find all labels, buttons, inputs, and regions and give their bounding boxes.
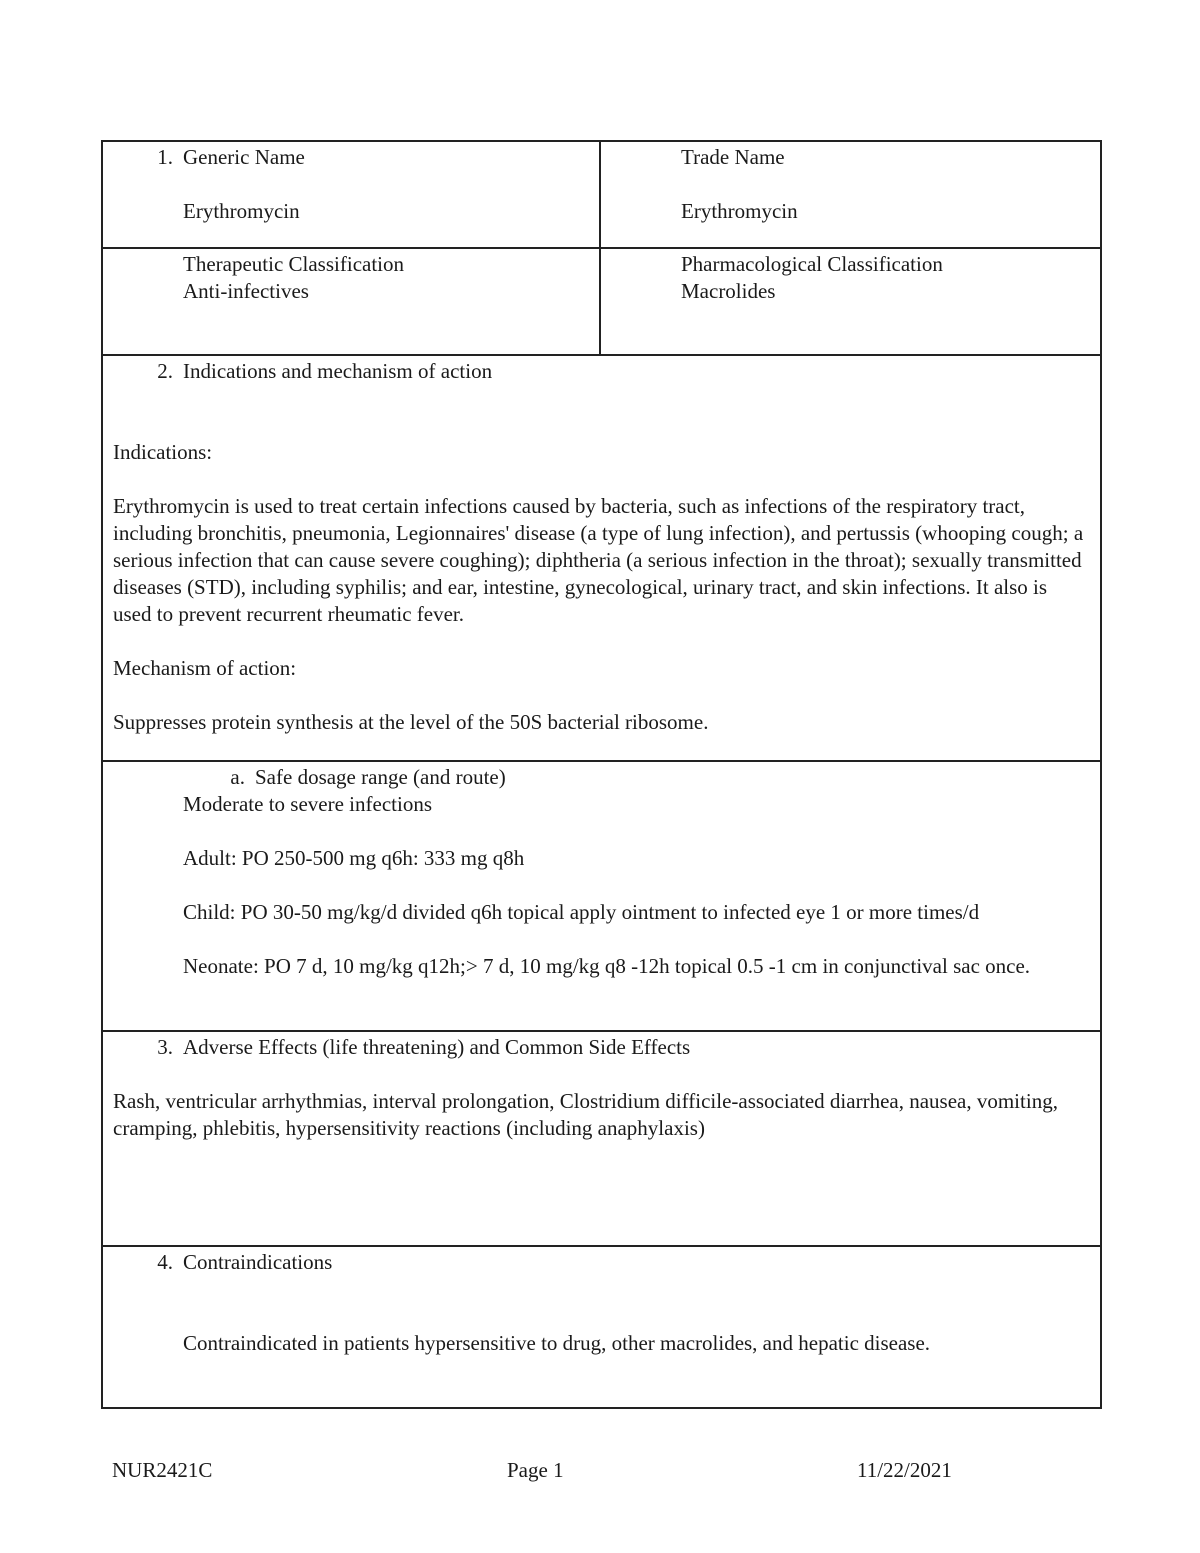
- therapeutic-classification-cell: [102, 248, 600, 355]
- trade-name-label: Trade Name: [681, 145, 785, 169]
- dosage-section: [102, 761, 1101, 1031]
- page-footer: [0, 1457, 1200, 1484]
- generic-name-cell: [102, 141, 600, 248]
- generic-name-label: Generic Name: [183, 145, 305, 169]
- contraindications-heading: Contraindications: [183, 1250, 333, 1274]
- adverse-effects-text: Rash, ventricular arrhythmias, interval prolongation, Clostridium difficile-associated diarrhea, nausea, vomiting, cramping, phlebitis, hypersensitivity reactions (including anaphylaxis): [113, 1089, 1058, 1140]
- dosage-adult: Adult: PO 250-500 mg q6h: 333 mg q8h: [183, 846, 525, 870]
- mechanism-label: Mechanism of action:: [113, 656, 297, 680]
- section-number: 3.: [157, 1035, 173, 1059]
- therapeutic-classification-value: Anti-infectives: [183, 279, 309, 303]
- dosage-neonate: Neonate: PO 7 d, 10 mg/kg q12h;> 7 d, 10 mg/kg q8 -12h topical 0.5 -1 cm in conjunctival sac once.: [183, 954, 1031, 978]
- footer-date: 11/22/2021: [857, 1458, 952, 1482]
- mechanism-text: Suppresses protein synthesis at the level of the 50S bacterial ribosome.: [113, 710, 709, 734]
- pharmacological-classification-cell: [600, 248, 1101, 355]
- pharmacological-classification-label: Pharmacological Classification: [681, 252, 943, 276]
- trade-name-cell: [600, 141, 1101, 248]
- therapeutic-classification-label: Therapeutic Classification: [183, 252, 405, 276]
- drug-card-table: [101, 140, 1102, 1409]
- dosage-letter: a.: [230, 765, 245, 789]
- trade-name-value: Erythromycin: [681, 199, 798, 223]
- contraindications-section: [102, 1246, 1101, 1408]
- footer-page-number: Page 1: [507, 1458, 564, 1482]
- pharmacological-classification-value: Macrolides: [681, 279, 776, 303]
- generic-name-value: Erythromycin: [183, 199, 300, 223]
- adverse-effects-heading: Adverse Effects (life threatening) and Common Side Effects: [183, 1035, 691, 1059]
- indications-section: [102, 355, 1101, 761]
- section-number: 4.: [157, 1250, 173, 1274]
- dosage-line-moderate: Moderate to severe infections: [183, 792, 432, 816]
- footer-course-code: NUR2421C: [112, 1458, 213, 1482]
- indications-text: Erythromycin is used to treat certain infections caused by bacteria, such as infections of the respiratory tract, including bronchitis, pneumonia, Legionnaires' disease (a type of lung infection), and pertussis (whooping cough; a serious infection that can cause severe coughing); diphtheria (a serious infection in the throat); sexually transmitted diseases (STD), including syphilis; and ear, intestine, gynecological, urinary tract, and skin infections. It also is used to prevent recurrent rheumatic fever.: [113, 494, 1084, 626]
- indications-label: Indications:: [113, 440, 213, 464]
- dosage-heading: Safe dosage range (and route): [255, 765, 506, 789]
- dosage-child: Child: PO 30-50 mg/kg/d divided q6h topical apply ointment to infected eye 1 or more times/d: [183, 900, 980, 924]
- section-number: 1.: [157, 145, 173, 169]
- indications-heading: Indications and mechanism of action: [183, 359, 493, 383]
- section-number: 2.: [157, 359, 173, 383]
- contraindications-text: Contraindicated in patients hypersensitive to drug, other macrolides, and hepatic disease.: [183, 1331, 931, 1355]
- adverse-effects-section: [102, 1031, 1101, 1246]
